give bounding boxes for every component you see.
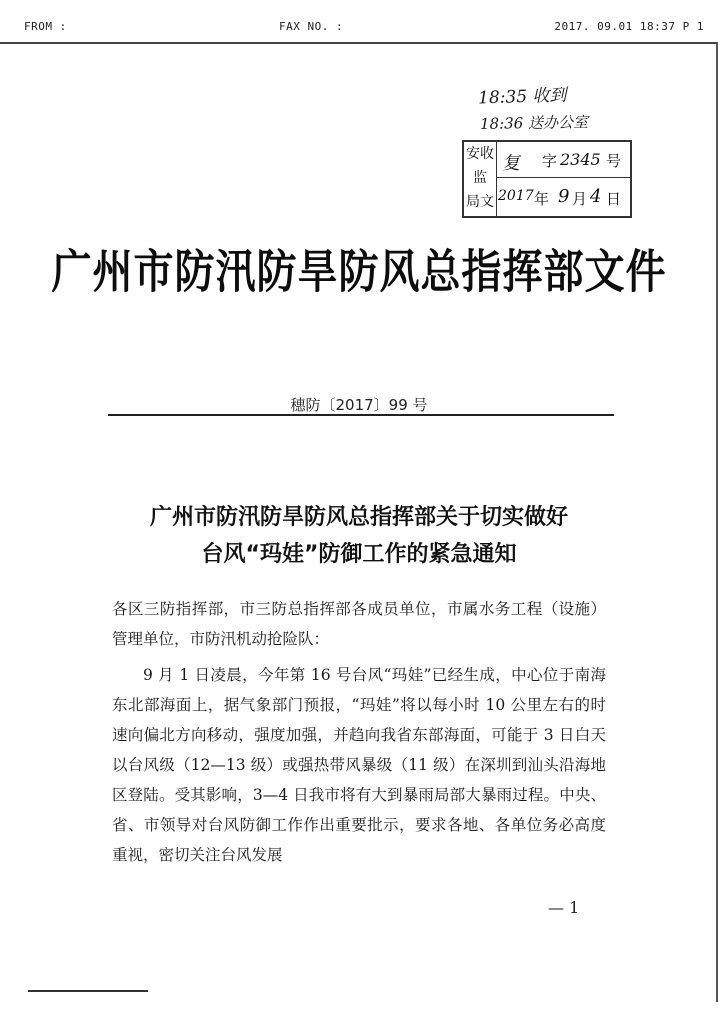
page-number: — 1 <box>548 898 580 917</box>
addressee-paragraph: 各区三防指挥部，市三防总指挥部各成员单位，市属水务工程（设施）管理单位，市防汛机动抢险队： <box>112 600 606 648</box>
stamp-label-column <box>464 142 497 216</box>
fax-header-divider <box>0 42 718 44</box>
handwritten-forward-note: 18:36 送办公室 <box>479 113 589 133</box>
document-title-line-1: 广州市防汛防旱防风总指挥部关于切实做好 <box>149 505 568 530</box>
stamp-day-char: 日 <box>606 190 622 208</box>
stamp-number-row <box>496 142 630 178</box>
fax-datetime: 2017. 09.01 18:37 P 1 <box>554 20 704 33</box>
letterhead-rule <box>108 414 614 416</box>
body-paragraph-1: 9 月 1 日凌晨，今年第 16 号台风“玛娃”已经生成，中心位于南海东北部海面上，据气象部门预报，“玛娃”将以每小时 10 公里左右的时速向偏北方向移动，强度加强，并趋向我省东部海面，可能于 3 日白天以台风级（12—13 级）或强热带风暴级（11 级）在深圳到汕头沿海地区登陆。受其影响，3—4 日我市将有大到暴雨局部大暴雨过程。中央、省、市领导对台风防御工作作出重要批示，要求各地、各单位务必高度重视，密切关注台风发展 <box>112 666 606 864</box>
letterhead-title: 广州市防汛防旱防风总指挥部文件 <box>51 244 667 299</box>
stamp-month-char: 月 <box>572 190 588 208</box>
stamp-day: 4 <box>590 186 602 207</box>
stamp-label-2: 监 <box>473 170 487 186</box>
stamp-number-value: 2345 <box>560 150 601 169</box>
stamp-number-prefix: 复 <box>502 153 520 174</box>
stamp-label-3: 局文 <box>466 194 494 210</box>
fax-number-label: FAX NO. : <box>279 20 344 33</box>
stamp-year: 2017 <box>498 188 534 204</box>
stamp-number-char: 字 <box>542 152 558 170</box>
fax-footer-line <box>28 990 148 992</box>
stamp-number-suffix: 号 <box>606 152 622 170</box>
fax-from-label: FROM : <box>24 20 67 33</box>
receipt-stamp <box>462 140 632 218</box>
stamp-label-1: 安收 <box>466 146 494 162</box>
handwritten-received-note: 18:35 收到 <box>477 85 567 109</box>
stamp-month: 9 <box>558 186 570 207</box>
fax-header <box>24 20 704 36</box>
stamp-date-row <box>496 178 630 216</box>
stamp-year-char: 年 <box>534 190 550 208</box>
document-title-line-2: 台风“玛娃”防御工作的紧急通知 <box>201 542 517 567</box>
document-number: 穗防〔2017〕99 号 <box>290 396 428 414</box>
